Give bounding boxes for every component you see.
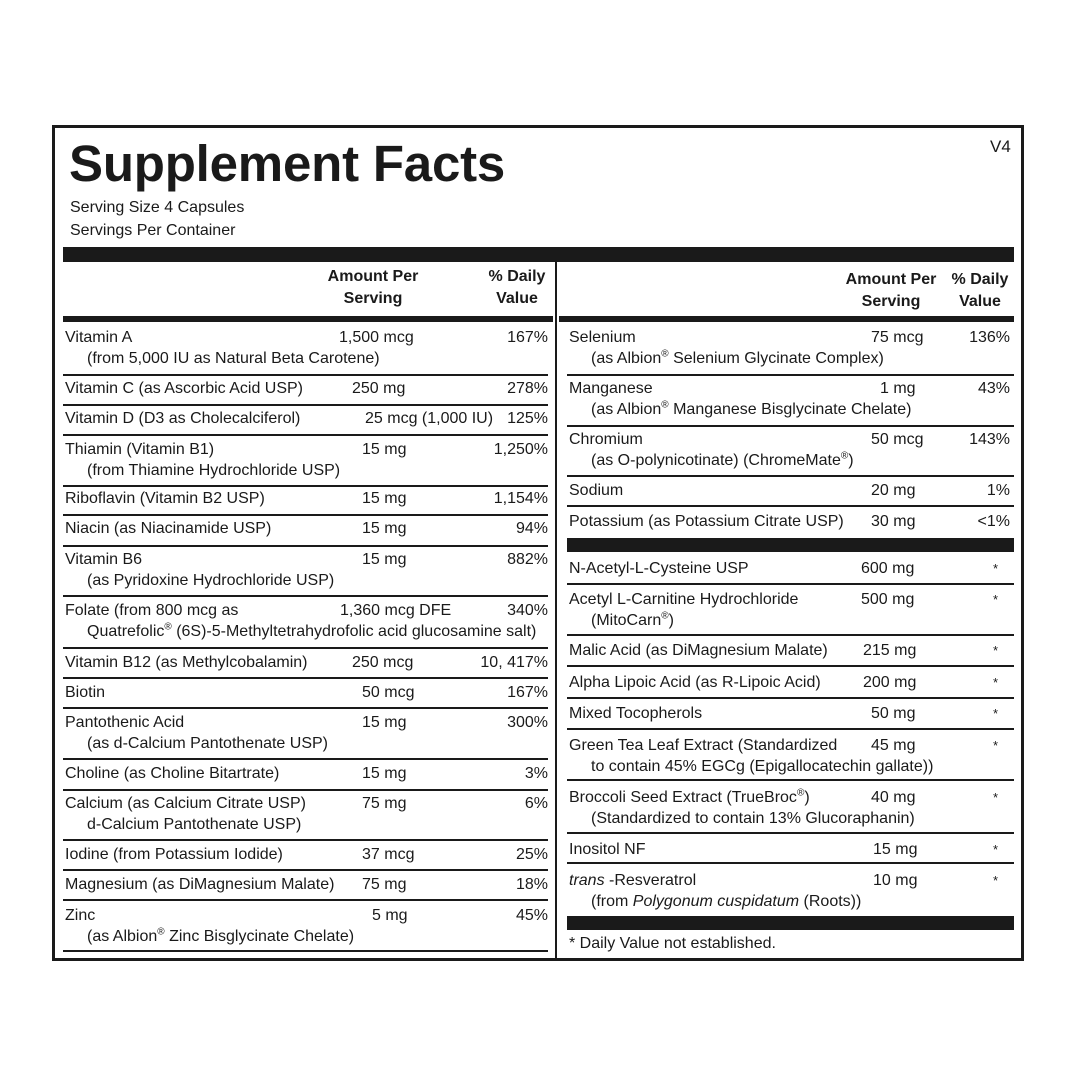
nutrient-name: Manganese	[569, 380, 653, 397]
nutrient-name: N-Acetyl-L-Cysteine USP	[569, 560, 749, 577]
daily-value: 10, 417%	[480, 654, 548, 671]
amount-per-serving: 75 mg	[362, 876, 407, 893]
servings-per-container: Servings Per Container	[70, 222, 236, 239]
nutrient-name: Choline (as Choline Bitartrate)	[65, 765, 280, 782]
row-separator	[567, 374, 1014, 376]
amount-per-serving: 600 mg	[861, 560, 915, 577]
amount-per-serving: 50 mcg	[871, 431, 924, 448]
row-separator	[63, 869, 548, 871]
nutrient-source: to contain 45% EGCg (Epigallocatechin gallate))	[591, 758, 934, 775]
nutrient-name: Sodium	[569, 482, 624, 499]
row-separator	[63, 758, 548, 760]
nutrient-name: Niacin (as Niacinamide USP)	[65, 520, 272, 537]
nutrient-name: Malic Acid (as DiMagnesium Malate)	[569, 642, 828, 659]
row-separator	[63, 485, 548, 487]
row-separator	[63, 545, 548, 547]
row-separator	[63, 677, 548, 679]
nutrient-name: Selenium	[569, 329, 636, 346]
amount-per-serving: 25 mcg (1,000 IU)	[365, 410, 494, 427]
header-amount-left: Amount Per Serving	[327, 268, 419, 307]
header-amount-right: Amount Per Serving	[845, 271, 937, 310]
nutrient-name: Calcium (as Calcium Citrate USP)	[65, 795, 306, 812]
nutrient-name: Broccoli Seed Extract (TrueBroc®)	[569, 787, 810, 806]
nutrient-name: Chromium	[569, 431, 643, 448]
daily-value: 3%	[524, 765, 548, 782]
daily-value: 1,154%	[493, 490, 548, 507]
daily-value: 278%	[507, 380, 548, 397]
nutrient-source: (as Pyridoxine Hydrochloride USP)	[87, 572, 335, 589]
nutrient-name: Potassium (as Potassium Citrate USP)	[569, 513, 844, 530]
daily-value: 300%	[507, 714, 548, 731]
daily-value: 6%	[524, 795, 548, 812]
nutrient-name: Riboflavin (Vitamin B2 USP)	[65, 490, 265, 507]
header-bar-left	[63, 316, 553, 322]
daily-value: 1,250%	[493, 441, 548, 458]
amount-per-serving: 37 mcg	[362, 846, 415, 863]
nutrient-name: Folate (from 800 mcg as	[65, 602, 239, 619]
nutrient-name: Alpha Lipoic Acid (as R-Lipoic Acid)	[569, 674, 821, 691]
daily-value: 18%	[515, 876, 548, 893]
amount-per-serving: 20 mg	[871, 482, 916, 499]
nutrient-source: (as Albion® Selenium Glycinate Complex)	[591, 348, 884, 367]
row-separator	[567, 665, 1014, 667]
row-separator	[63, 899, 548, 901]
nutrient-name: trans -Resveratrol	[569, 872, 697, 889]
amount-per-serving: 40 mg	[871, 789, 916, 806]
section-bar-right	[567, 538, 1014, 552]
row-separator	[567, 728, 1014, 730]
amount-per-serving: 5 mg	[372, 907, 408, 924]
nutrient-source: (Standardized to contain 13% Glucoraphanin)	[591, 810, 915, 827]
nutrient-source: d-Calcium Pantothenate USP)	[87, 816, 302, 833]
nutrient-name: Vitamin B12 (as Methylcobalamin)	[65, 654, 308, 671]
daily-value: 94%	[515, 520, 548, 537]
nutrient-name: Vitamin B6	[65, 551, 143, 568]
row-separator	[567, 475, 1014, 477]
header-dv-right: % Daily Value	[951, 271, 1009, 310]
row-separator	[567, 634, 1014, 636]
nutrient-name: Magnesium (as DiMagnesium Malate)	[65, 876, 335, 893]
amount-per-serving: 75 mcg	[871, 329, 924, 346]
amount-per-serving: 10 mg	[873, 872, 918, 889]
row-separator	[567, 862, 1014, 864]
daily-value: 340%	[507, 602, 548, 619]
row-separator	[567, 425, 1014, 427]
nutrient-source: Quatrefolic® (6S)-5-Methyltetrahydrofolic acid glucosamine salt)	[87, 621, 537, 640]
amount-per-serving: 250 mg	[352, 380, 406, 397]
amount-per-serving: 1 mg	[880, 380, 916, 397]
nutrient-source: (from Polygonum cuspidatum (Roots))	[591, 893, 862, 910]
daily-value: 125%	[507, 410, 548, 427]
daily-value: *	[992, 873, 998, 888]
daily-value: 143%	[969, 431, 1010, 448]
amount-per-serving: 15 mg	[362, 765, 407, 782]
row-separator	[567, 779, 1014, 781]
amount-per-serving: 75 mg	[362, 795, 407, 812]
row-separator	[567, 832, 1014, 834]
row-separator	[63, 595, 548, 597]
nutrient-name: Vitamin C (as Ascorbic Acid USP)	[65, 380, 304, 397]
daily-value: *	[992, 643, 998, 658]
row-separator	[567, 583, 1014, 585]
nutrient-name: Thiamin (Vitamin B1)	[65, 441, 215, 458]
bottom-bar-right	[567, 916, 1014, 930]
row-separator	[63, 647, 548, 649]
nutrient-source: (from Thiamine Hydrochloride USP)	[87, 462, 341, 479]
daily-value: 167%	[507, 329, 548, 346]
daily-value: *	[992, 706, 998, 721]
daily-value: 25%	[515, 846, 548, 863]
row-separator	[63, 434, 548, 436]
daily-value: *	[992, 675, 998, 690]
amount-per-serving: 1,500 mcg	[339, 329, 414, 346]
daily-value: *	[992, 561, 998, 576]
amount-per-serving: 250 mcg	[352, 654, 414, 671]
row-separator	[63, 950, 548, 952]
daily-value: *	[992, 592, 998, 607]
nutrient-name: Vitamin D (D3 as Cholecalciferol)	[65, 410, 301, 427]
nutrient-source: (as Albion® Manganese Bisglycinate Chelate)	[591, 399, 912, 418]
amount-per-serving: 500 mg	[861, 591, 915, 608]
row-separator	[63, 839, 548, 841]
nutrient-name: Acetyl L-Carnitine Hydrochloride	[569, 591, 799, 608]
daily-value: 882%	[507, 551, 548, 568]
amount-per-serving: 215 mg	[863, 642, 917, 659]
version-label: V4	[990, 137, 1011, 156]
row-separator	[63, 789, 548, 791]
nutrient-source: (as Albion® Zinc Bisglycinate Chelate)	[87, 926, 355, 945]
amount-per-serving: 15 mg	[362, 714, 407, 731]
serving-size: Serving Size 4 Capsules	[70, 199, 245, 216]
footnote: * Daily Value not established.	[569, 935, 776, 952]
daily-value: *	[992, 842, 998, 857]
amount-per-serving: 30 mg	[871, 513, 916, 530]
nutrient-name: Vitamin A	[65, 329, 133, 346]
amount-per-serving: 45 mg	[871, 737, 916, 754]
daily-value: 45%	[515, 907, 548, 924]
row-separator	[63, 707, 548, 709]
amount-per-serving: 50 mg	[871, 705, 916, 722]
nutrient-name: Biotin	[65, 684, 106, 701]
row-separator	[567, 697, 1014, 699]
row-separator	[63, 404, 548, 406]
row-separator	[63, 374, 548, 376]
amount-per-serving: 200 mg	[863, 674, 917, 691]
daily-value: 136%	[969, 329, 1010, 346]
daily-value: *	[992, 790, 998, 805]
nutrient-source: (as d-Calcium Pantothenate USP)	[87, 735, 328, 752]
nutrient-source: (from 5,000 IU as Natural Beta Carotene)	[87, 350, 380, 367]
daily-value: *	[992, 738, 998, 753]
daily-value: <1%	[977, 513, 1010, 530]
nutrient-source: (as O-polynicotinate) (ChromeMate®)	[591, 450, 854, 469]
amount-per-serving: 15 mg	[362, 490, 407, 507]
nutrient-name: Mixed Tocopherols	[569, 705, 703, 722]
nutrient-name: Green Tea Leaf Extract (Standardized	[569, 737, 838, 754]
daily-value: 167%	[507, 684, 548, 701]
row-separator	[63, 514, 548, 516]
header-bar-right	[559, 316, 1014, 322]
daily-value: 43%	[977, 380, 1010, 397]
amount-per-serving: 15 mg	[873, 841, 918, 858]
amount-per-serving: 15 mg	[362, 551, 407, 568]
top-thick-bar	[63, 247, 1014, 262]
nutrient-name: Zinc	[65, 907, 96, 924]
column-divider	[555, 262, 557, 958]
amount-per-serving: 50 mcg	[362, 684, 415, 701]
nutrient-name: Iodine (from Potassium Iodide)	[65, 846, 283, 863]
nutrient-name: Inositol NF	[569, 841, 646, 858]
amount-per-serving: 1,360 mcg DFE	[340, 602, 452, 619]
nutrient-name: Pantothenic Acid	[65, 714, 185, 731]
nutrient-source: (MitoCarn®)	[591, 610, 674, 629]
header-dv-left: % Daily Value	[488, 268, 546, 307]
panel-title: Supplement Facts	[69, 135, 506, 192]
amount-per-serving: 15 mg	[362, 520, 407, 537]
row-separator	[567, 505, 1014, 507]
daily-value: 1%	[986, 482, 1010, 499]
amount-per-serving: 15 mg	[362, 441, 407, 458]
